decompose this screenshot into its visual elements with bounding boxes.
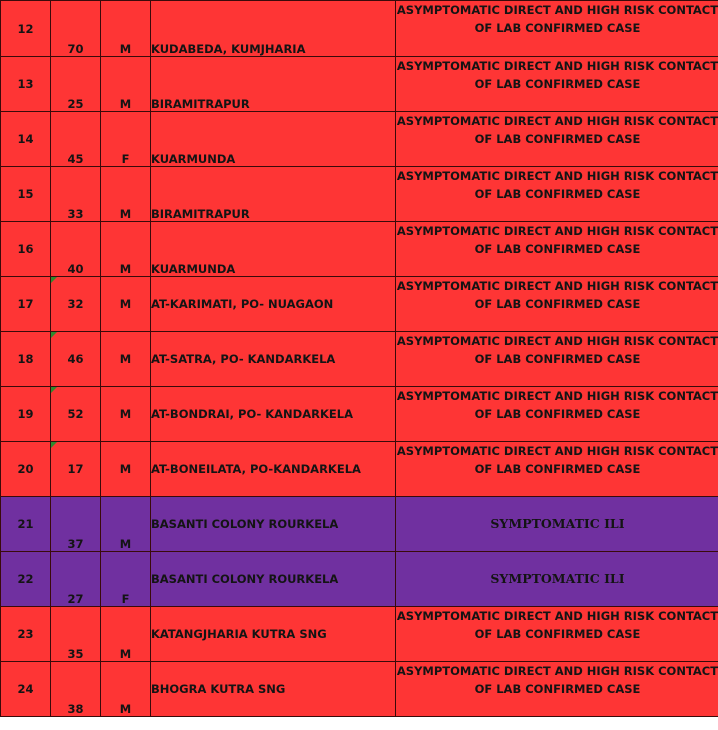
table-row [1,167,718,222]
serial-number-cell[interactable]: 16 [1,222,51,277]
remark-cell[interactable]: ASYMPTOMATIC DIRECT AND HIGH RISK CONTACT OF LAB CONFIRMED CASE [396,607,718,662]
remark-cell[interactable]: SYMPTOMATIC ILI [396,497,718,552]
comment-marker-icon [51,387,57,393]
sex-cell[interactable]: M [101,662,151,717]
age-cell[interactable] [51,387,101,442]
address-cell[interactable]: KUARMUNDA [151,112,396,167]
sex-cell[interactable]: M [101,332,151,387]
table-row [1,387,718,442]
table-row [1,332,718,387]
age-value: 52 [67,407,84,421]
table-row [1,552,718,607]
age-cell[interactable]: 70 [51,1,101,57]
serial-number-cell[interactable]: 14 [1,112,51,167]
sex-cell[interactable]: M [101,442,151,497]
address-cell[interactable]: KUDABEDA, KUMJHARIA [151,1,396,57]
sex-cell[interactable]: M [101,497,151,552]
age-cell[interactable]: 40 [51,222,101,277]
age-cell[interactable] [51,332,101,387]
address-cell[interactable]: AT-SATRA, PO- KANDARKELA [151,332,396,387]
age-value: 46 [67,352,84,366]
sex-cell[interactable]: M [101,607,151,662]
table-row [1,497,718,552]
remark-cell[interactable]: ASYMPTOMATIC DIRECT AND HIGH RISK CONTACT OF LAB CONFIRMED CASE [396,387,718,442]
serial-number-cell[interactable]: 19 [1,387,51,442]
table-row [1,662,718,717]
remark-cell[interactable]: ASYMPTOMATIC DIRECT AND HIGH RISK CONTACT OF LAB CONFIRMED CASE [396,332,718,387]
comment-marker-icon [51,332,57,338]
remark-cell[interactable]: SYMPTOMATIC ILI [396,552,718,607]
address-cell[interactable]: AT-KARIMATI, PO- NUAGAON [151,277,396,332]
age-value: 17 [67,462,84,476]
comment-marker-icon [51,277,57,283]
table-row [1,222,718,277]
serial-number-cell[interactable]: 24 [1,662,51,717]
serial-number-cell[interactable]: 15 [1,167,51,222]
remark-cell[interactable]: ASYMPTOMATIC DIRECT AND HIGH RISK CONTACT OF LAB CONFIRMED CASE [396,112,718,167]
remark-cell[interactable]: ASYMPTOMATIC DIRECT AND HIGH RISK CONTACT OF LAB CONFIRMED CASE [396,222,718,277]
address-cell[interactable]: AT-BONEILATA, PO-KANDARKELA [151,442,396,497]
address-cell[interactable]: BASANTI COLONY ROURKELA [151,552,396,607]
address-cell[interactable]: BIRAMITRAPUR [151,57,396,112]
comment-marker-icon [51,442,57,448]
serial-number-cell[interactable]: 22 [1,552,51,607]
serial-number-cell[interactable]: 12 [1,1,51,57]
table-row [1,442,718,497]
sex-cell[interactable]: M [101,57,151,112]
table-row [1,277,718,332]
address-cell[interactable]: KUARMUNDA [151,222,396,277]
serial-number-cell[interactable]: 20 [1,442,51,497]
remark-cell[interactable]: ASYMPTOMATIC DIRECT AND HIGH RISK CONTACT OF LAB CONFIRMED CASE [396,57,718,112]
age-cell[interactable]: 33 [51,167,101,222]
sex-cell[interactable]: M [101,222,151,277]
sex-cell[interactable]: M [101,387,151,442]
age-cell[interactable]: 25 [51,57,101,112]
age-cell[interactable]: 35 [51,607,101,662]
remark-cell[interactable]: ASYMPTOMATIC DIRECT AND HIGH RISK CONTACT OF LAB CONFIRMED CASE [396,277,718,332]
age-value: 32 [67,297,84,311]
serial-number-cell[interactable]: 13 [1,57,51,112]
age-cell[interactable]: 45 [51,112,101,167]
sex-cell[interactable]: M [101,1,151,57]
address-cell[interactable]: BHOGRA KUTRA SNG [151,662,396,717]
remark-cell[interactable]: ASYMPTOMATIC DIRECT AND HIGH RISK CONTACT OF LAB CONFIRMED CASE [396,167,718,222]
serial-number-cell[interactable]: 23 [1,607,51,662]
address-cell[interactable]: AT-BONDRAI, PO- KANDARKELA [151,387,396,442]
address-cell[interactable]: BIRAMITRAPUR [151,167,396,222]
serial-number-cell[interactable]: 17 [1,277,51,332]
table-row [1,607,718,662]
sex-cell[interactable]: F [101,112,151,167]
serial-number-cell[interactable]: 18 [1,332,51,387]
table-row [1,112,718,167]
age-cell[interactable]: 37 [51,497,101,552]
serial-number-cell[interactable]: 21 [1,497,51,552]
age-cell[interactable] [51,442,101,497]
address-cell[interactable]: KATANGJHARIA KUTRA SNG [151,607,396,662]
sex-cell[interactable]: M [101,277,151,332]
sex-cell[interactable]: M [101,167,151,222]
table-row [1,57,718,112]
age-cell[interactable]: 38 [51,662,101,717]
remark-cell[interactable]: ASYMPTOMATIC DIRECT AND HIGH RISK CONTACT OF LAB CONFIRMED CASE [396,662,718,717]
sex-cell[interactable]: F [101,552,151,607]
remark-cell[interactable]: ASYMPTOMATIC DIRECT AND HIGH RISK CONTACT OF LAB CONFIRMED CASE [396,1,718,57]
table-row [1,1,718,57]
age-cell[interactable] [51,277,101,332]
remark-cell[interactable]: ASYMPTOMATIC DIRECT AND HIGH RISK CONTACT OF LAB CONFIRMED CASE [396,442,718,497]
age-cell[interactable]: 27 [51,552,101,607]
address-cell[interactable]: BASANTI COLONY ROURKELA [151,497,396,552]
